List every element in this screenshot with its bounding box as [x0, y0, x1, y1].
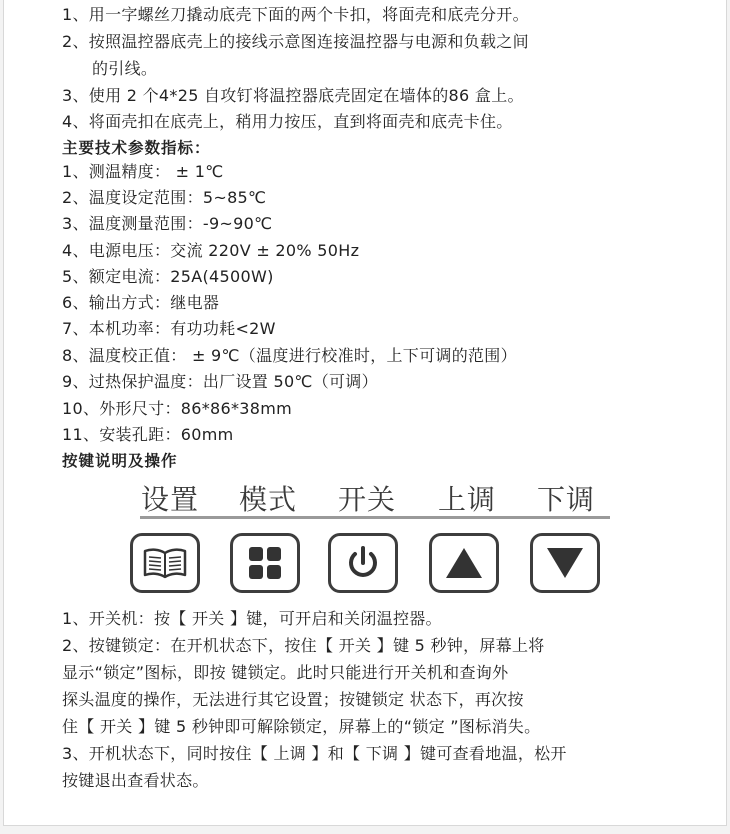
install-step-2: 2、按照温控器底壳上的接线示意图连接温控器与电源和负载之间 [62, 32, 529, 51]
keys-heading: 按键说明及操作 [62, 452, 178, 470]
key-label-up: 上调 [438, 483, 497, 516]
spec-item: 11、安装孔距：60mm [62, 425, 234, 444]
manual-page [3, 0, 727, 826]
power-key [328, 533, 398, 593]
key-labels-divider [140, 516, 610, 519]
spec-item: 10、外形尺寸：86*86*38mm [62, 399, 293, 418]
grid-icon [247, 545, 283, 581]
key-label-settings: 设置 [141, 483, 200, 516]
power-icon [343, 543, 383, 583]
install-step-2-cont: 的引线。 [92, 59, 158, 78]
spec-item: 1、测温精度： ± 1℃ [62, 162, 224, 181]
triangle-up-icon [444, 546, 484, 580]
settings-key [130, 533, 200, 593]
mode-key [230, 533, 300, 593]
up-key [429, 533, 499, 593]
spec-item: 2、温度设定范围：5~85℃ [62, 188, 267, 207]
spec-item: 5、额定电流：25A(4500W) [62, 267, 274, 286]
op-item: 按键退出查看状态。 [62, 771, 209, 790]
spec-item: 4、电源电压：交流 220V ± 20% 50Hz [62, 241, 360, 260]
triangle-down-icon [545, 546, 585, 580]
install-step-1: 1、用一字螺丝刀撬动底壳下面的两个卡扣，将面壳和底壳分开。 [62, 5, 529, 24]
down-key [530, 533, 600, 593]
spec-item: 8、温度校正值： ± 9℃（温度进行校准时，上下可调的范围） [62, 346, 517, 365]
op-item: 1、开关机：按【 开关 】键，可开启和关闭温控器。 [62, 609, 442, 628]
key-label-down: 下调 [537, 483, 596, 516]
spec-item: 9、过热保护温度：出厂设置 50℃（可调） [62, 372, 378, 391]
key-label-mode: 模式 [239, 483, 298, 516]
install-step-3: 3、使用 2 个4*25 自攻钉将温控器底壳固定在墙体的86 盒上。 [62, 86, 524, 105]
book-icon [141, 545, 189, 581]
spec-item: 6、输出方式：继电器 [62, 293, 220, 312]
spec-item: 7、本机功率：有功功耗<2W [62, 319, 276, 338]
install-step-4: 4、将面壳扣在底壳上，稍用力按压，直到将面壳和底壳卡住。 [62, 112, 513, 131]
op-item: 2、按键锁定：在开机状态下，按住【 开关 】键 5 秒钟，屏幕上将 [62, 636, 545, 655]
op-item: 3、开机状态下，同时按住【 上调 】和【 下调 】键可查看地温，松开 [62, 744, 567, 763]
spec-item: 3、温度测量范围：-9~90℃ [62, 214, 273, 233]
op-item: 住【 开关 】键 5 秒钟即可解除锁定，屏幕上的“锁定 ”图标消失。 [62, 717, 541, 736]
key-label-power: 开关 [338, 483, 397, 516]
op-item: 探头温度的操作，无法进行其它设置；按键锁定 状态下，再次按 [62, 690, 524, 709]
specs-heading: 主要技术参数指标： [62, 139, 211, 157]
op-item: 显示“锁定”图标，即按 键锁定。此时只能进行开关机和查询外 [62, 663, 509, 682]
